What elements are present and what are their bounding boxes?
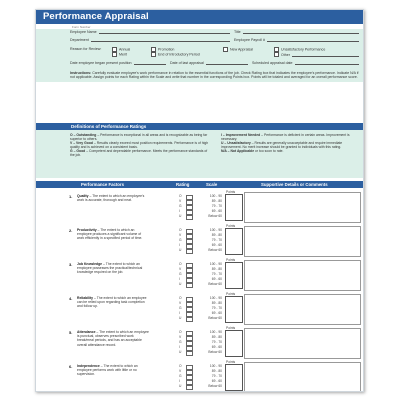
scale-value: 69 - 60 — [211, 277, 222, 281]
scale-value: Below 60 — [208, 282, 222, 286]
factor-desc-text: – The extent to which an employee can be relied upon regarding task completion and follow up. — [77, 296, 147, 309]
instructions-text: Carefully evaluate employee's work performance in relation to the essential functions of the job. Check Rating box that indicates the employee's performance. Indicate N/A if not applicable. Assign points for each Rating within the Scale and write that number in the corresponding Points box. Points will be totaled and averaged for an overall performance score. — [70, 71, 359, 80]
date-began-field[interactable] — [70, 61, 166, 65]
rating-letter: U — [179, 214, 182, 218]
scale-value: Below 60 — [208, 316, 222, 320]
factors-table-header — [36, 181, 363, 188]
factor-desc-text: – The extent to which an employee performs work with little or no supervision. — [77, 364, 138, 377]
rating-letter: I — [179, 277, 180, 281]
scale-value: Below 60 — [208, 350, 222, 354]
scale-value: 79 - 70 — [211, 306, 222, 310]
scale-value: 79 - 70 — [211, 238, 222, 242]
new-appraisal-label: New Appraisal — [230, 47, 253, 52]
factor-row — [36, 258, 363, 292]
scheduled-date-field[interactable] — [252, 61, 359, 65]
scale-values — [202, 228, 222, 253]
factor-description — [77, 262, 149, 275]
rating-letter: G — [179, 272, 182, 276]
factor-description — [77, 330, 149, 347]
merit-label: Merit — [119, 52, 127, 57]
definitions-left-column — [70, 133, 210, 158]
factor-number: 1. — [69, 194, 73, 199]
instructions-label: Instructions: — [70, 71, 92, 75]
date-began-label: Date employee began present position — [70, 61, 132, 65]
scale-value: 89 - 80 — [211, 335, 222, 339]
definition-unsatisfactory: U – Unsatisfactory – Results are generally unacceptable and require immediate improvement. No merit increase should be granted to individuals with this rating. — [221, 141, 343, 150]
rating-letter: V — [179, 369, 182, 373]
factor-row — [36, 190, 363, 224]
factor-number: 5. — [69, 330, 73, 335]
rating-letter: O — [179, 228, 182, 232]
scale-value: 89 - 80 — [211, 301, 222, 305]
points-input[interactable] — [225, 228, 243, 255]
factor-name: Job Knowledge — [77, 262, 103, 266]
header-performance-factors: Performance Factors — [81, 182, 124, 187]
scale-values — [202, 296, 222, 321]
scale-value: 79 - 70 — [211, 204, 222, 208]
rating-letters — [179, 194, 182, 219]
rating-letter: O — [179, 194, 182, 198]
scale-value: 100 - 90 — [209, 262, 222, 266]
points-label: Points — [226, 360, 236, 364]
factor-number: 4. — [69, 296, 73, 301]
date-last-field[interactable] — [170, 61, 248, 65]
instructions — [70, 71, 360, 79]
factor-name: Quality — [77, 194, 89, 198]
scale-value: Below 60 — [208, 248, 222, 252]
factor-row — [36, 224, 363, 258]
scale-value: 79 - 70 — [211, 374, 222, 378]
header-scale: Scale — [206, 182, 218, 187]
definition-not-applicable: N/A – Not Applicable or too soon to rate. — [221, 149, 284, 154]
factor-name: Independence — [77, 364, 100, 368]
factor-name: Productivity — [77, 228, 97, 232]
scale-values — [202, 262, 222, 287]
points-label: Points — [226, 258, 236, 262]
factor-name: Reliability — [77, 296, 94, 300]
rating-letter: G — [179, 374, 182, 378]
factor-row — [36, 326, 363, 360]
department-label: Department — [70, 38, 89, 42]
date-last-label: Date of last appraisal — [170, 61, 204, 65]
points-label: Points — [226, 224, 236, 228]
definitions-heading: Definitions of Performance Ratings — [71, 124, 147, 129]
employee-payroll-label: Employee Payroll # — [234, 38, 265, 42]
scale-value: 69 - 60 — [211, 209, 222, 213]
scale-value: 89 - 80 — [211, 369, 222, 373]
definition-outstanding: O – Outstanding – Performance is exceptional in all areas and is recognizable as being far superior to others. — [70, 133, 208, 142]
rating-letter: G — [179, 306, 182, 310]
factor-desc-text: – The extent to which an employee produces a significant volume of work efficiently in a specified period of time. — [77, 228, 143, 241]
scale-value: Below 60 — [208, 214, 222, 218]
factor-description — [77, 296, 149, 309]
rating-letter: O — [179, 364, 182, 368]
factor-row — [36, 292, 363, 326]
rating-letter: O — [179, 262, 182, 266]
rating-letter: G — [179, 238, 182, 242]
rating-letter: I — [179, 209, 180, 213]
rating-letter: I — [179, 345, 180, 349]
scale-value: 100 - 90 — [209, 330, 222, 334]
definition-good: G – Good – Competent and dependable performance. Meets the performance standards of the job. — [70, 149, 208, 158]
new-appraisal-checkbox[interactable] — [223, 47, 253, 52]
rating-letter: G — [179, 340, 182, 344]
scale-value: Below 60 — [208, 384, 222, 388]
scale-value: 69 - 60 — [211, 311, 222, 315]
factor-number: 6. — [69, 364, 73, 369]
employee-payroll-field[interactable] — [234, 38, 359, 42]
header-comments: Supportive Details or Comments — [261, 182, 328, 187]
scale-value: 89 - 80 — [211, 233, 222, 237]
rating-letter: I — [179, 379, 180, 383]
points-label: Points — [226, 292, 236, 296]
rating-letter: I — [179, 311, 180, 315]
rating-letters — [179, 228, 182, 253]
rating-letter: O — [179, 296, 182, 300]
factor-description — [77, 228, 149, 241]
definitions-right-column — [221, 133, 359, 153]
scale-value: 89 - 80 — [211, 199, 222, 203]
points-input[interactable] — [225, 194, 243, 221]
rating-checkbox[interactable] — [186, 351, 193, 357]
comments-box[interactable] — [244, 192, 361, 223]
rating-letter: V — [179, 267, 182, 271]
rating-letter: V — [179, 301, 182, 305]
comments-box[interactable] — [244, 362, 361, 392]
rating-checkbox[interactable] — [186, 317, 193, 323]
comments-box[interactable] — [244, 226, 361, 257]
rating-letter: O — [179, 330, 182, 334]
factor-description — [77, 194, 149, 202]
rating-letters — [179, 296, 182, 321]
scale-value: 79 - 70 — [211, 340, 222, 344]
scale-value: 69 - 60 — [211, 379, 222, 383]
merit-checkbox[interactable] — [112, 52, 127, 57]
scale-value: 69 - 60 — [211, 243, 222, 247]
department-field[interactable] — [70, 38, 230, 42]
comments-box[interactable] — [244, 260, 361, 291]
reason-for-review-label: Reason for Review: — [70, 47, 102, 51]
scheduled-date-label: Scheduled appraisal date — [252, 61, 293, 65]
scale-value: 100 - 90 — [209, 194, 222, 198]
rating-letter: V — [179, 335, 182, 339]
rating-letter: G — [179, 204, 182, 208]
comments-box[interactable] — [244, 294, 361, 325]
employee-name-field[interactable] — [70, 30, 230, 34]
scale-values — [202, 194, 222, 219]
scale-value: 79 - 70 — [211, 272, 222, 276]
factor-description — [77, 364, 149, 377]
factor-desc-text: – The extent to which an employee is punctual, observes prescribed work break/meal periods, and has an acceptable overall attendance record. — [77, 330, 149, 347]
header-rating: Rating — [176, 182, 190, 187]
other-checkbox[interactable] — [274, 52, 359, 57]
factor-number: 3. — [69, 262, 73, 267]
scale-values — [202, 364, 222, 389]
factor-desc-text: – The extent to which an employee's work is accurate, thorough and neat. — [77, 194, 145, 203]
scale-value: 100 - 90 — [209, 364, 222, 368]
points-input[interactable] — [225, 364, 243, 391]
points-input[interactable] — [225, 296, 243, 323]
scale-value: 69 - 60 — [211, 345, 222, 349]
scale-value: 89 - 80 — [211, 267, 222, 271]
other-label: Other — [281, 53, 290, 57]
annual-label: Annual — [119, 47, 131, 52]
rating-letters — [179, 364, 182, 389]
rating-checkbox[interactable] — [186, 215, 193, 221]
title-label: Title — [234, 30, 241, 34]
rating-letter: U — [179, 316, 182, 320]
promotion-label: Promotion — [158, 47, 175, 52]
title-bar — [36, 10, 363, 24]
factor-name: Attendance — [77, 330, 96, 334]
factor-desc-text: – The extent to which an employee possesses the practical/technical knowledge required on the job. — [77, 262, 143, 275]
end-intro-label: End of Introductory Period — [158, 52, 200, 57]
rating-letters — [179, 262, 182, 287]
points-input[interactable] — [225, 330, 243, 357]
definition-improvement-needed: I – Improvement Needed – Performance is deficient in certain areas. Improvement is necessary. — [221, 133, 350, 142]
rating-checkbox[interactable] — [186, 283, 193, 289]
scale-value: 100 - 90 — [209, 228, 222, 232]
end-intro-checkbox[interactable] — [151, 52, 200, 57]
form-number-label: Form Number — [72, 25, 91, 29]
employee-name-label: Employee Name — [70, 30, 97, 34]
points-label: Points — [226, 190, 236, 194]
scale-values — [202, 330, 222, 355]
rating-letter: U — [179, 384, 182, 388]
appraisal-form-sheet — [35, 9, 364, 392]
unsatisfactory-label: Unsatisfactory Performance — [281, 47, 326, 52]
definition-very-good: V – Very Good – Results clearly exceed most position requirements. Performance is of high quality and is achieved on a consistent basis. — [70, 141, 209, 150]
points-input[interactable] — [225, 262, 243, 289]
factor-number: 2. — [69, 228, 73, 233]
form-title: Performance Appraisal — [43, 11, 149, 22]
title-field[interactable] — [234, 30, 359, 34]
rating-letter: U — [179, 248, 182, 252]
rating-checkbox[interactable] — [186, 385, 193, 391]
comments-box[interactable] — [244, 328, 361, 359]
factor-row — [36, 360, 363, 392]
rating-letter: U — [179, 350, 182, 354]
definitions-heading-bar — [36, 123, 363, 130]
rating-letter: V — [179, 233, 182, 237]
rating-letter: U — [179, 282, 182, 286]
scale-value: 100 - 90 — [209, 296, 222, 300]
points-label: Points — [226, 326, 236, 330]
rating-checkbox[interactable] — [186, 249, 193, 255]
rating-letter: V — [179, 199, 182, 203]
rating-letter: I — [179, 243, 180, 247]
rating-letters — [179, 330, 182, 355]
